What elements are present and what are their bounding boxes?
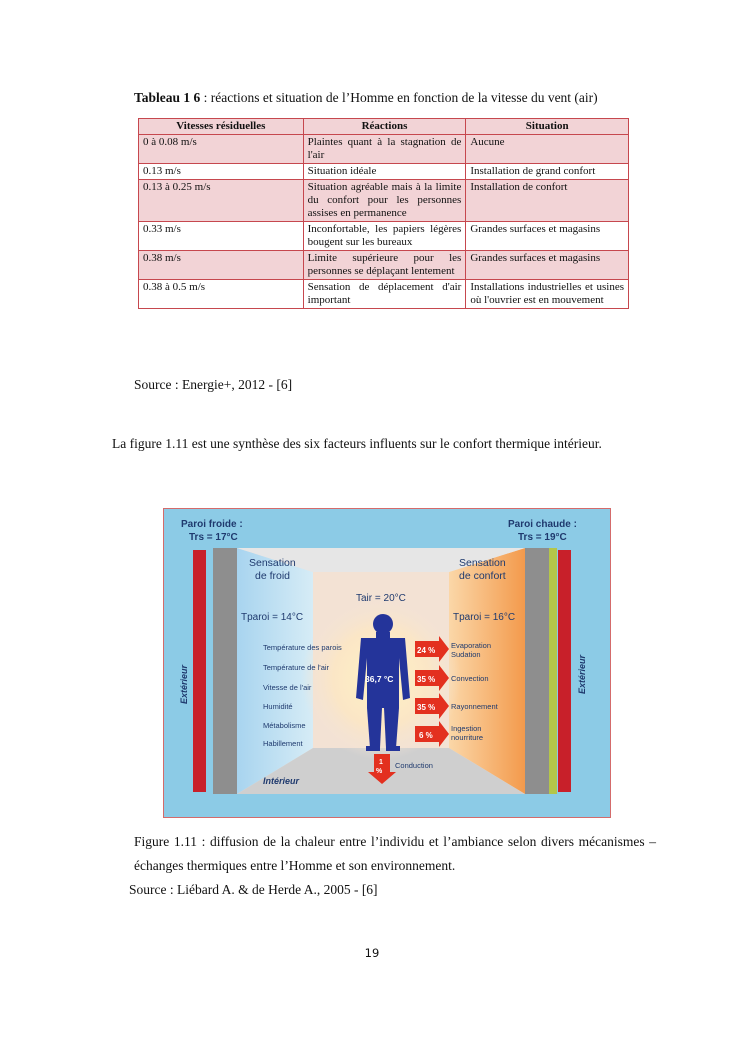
cell-situation: Aucune [466,135,629,164]
cell-speed: 0.13 m/s [139,164,304,180]
evaporation-percent: 24 % [417,646,436,655]
ingestion-label: Ingestion [451,724,482,733]
thermal-diagram [163,508,611,818]
wind-speed-table [138,118,629,309]
food-label: nourriture [451,733,484,742]
figure-source: Source : Liébard A. & de Herde A., 2005 - [6] [129,882,378,897]
exterior-label-left: Extérieur [179,664,189,704]
exterior-label-right: Extérieur [577,654,587,694]
sensation-cold-line2: de froid [255,570,291,582]
header-situation: Situation [466,119,629,135]
cell-reaction: Limite supérieure pour les personnes se déplaçant lentement [303,251,466,280]
header-speed: Vitesses résiduelles [139,119,304,135]
cell-reaction: Situation idéale [303,164,466,180]
cell-situation: Grandes surfaces et magasins [466,251,629,280]
radiation-percent: 35 % [417,703,436,712]
cell-situation: Grandes surfaces et magasins [466,222,629,251]
right-wall-temperature: Tparoi = 16°C [453,612,516,623]
body-temperature: 36,7 °C [365,674,394,684]
cell-speed: 0.33 m/s [139,222,304,251]
right-insulation [549,548,557,794]
left-grey-wall [213,548,237,794]
table-caption-text: : réactions et situation de l’Homme en fonction de la vitesse du vent (air) [200,90,598,105]
evaporation-label: Evaporation [451,641,492,650]
left-wall-temperature: Tparoi = 14°C [241,612,304,623]
cell-situation: Installations industrielles et usines où l'ouvrier est en mouvement [466,280,629,309]
ingestion-percent: 6 % [419,731,433,740]
sensation-cold-line1: Sensation [249,557,296,569]
hot-wall-title: Paroi chaude : [508,519,577,530]
hot-wall-temp: Trs = 19°C [518,532,567,543]
table-row [139,280,629,309]
radiation-label: Rayonnement [451,702,498,711]
cell-reaction: Situation agréable mais à la limite du confort pour les personnes assises en permanence [303,180,466,222]
cell-situation: Installation de grand confort [466,164,629,180]
cold-wall-temp: Trs = 17°C [189,532,238,543]
thermal-exchange-figure [163,508,611,818]
table-row [139,222,629,251]
conduction-percent-number: 1 [379,759,383,766]
table-row [139,251,629,280]
conduction-label: Conduction [395,761,433,770]
table-row [139,180,629,222]
sudation-label: Sudation [451,650,481,659]
factor-air-speed: Vitesse de l'air [263,683,312,692]
right-red-wall [558,550,571,792]
factor-wall-temp: Température des parois [263,643,342,652]
left-red-wall [193,550,206,792]
cell-speed: 0.13 à 0.25 m/s [139,180,304,222]
figure-caption: Figure 1.11 : diffusion de la chaleur entre l’individu et l’ambiance selon divers mécanismes – échanges thermiques entre l’Homme et son environnement. [134,834,656,873]
convection-percent: 35 % [417,675,436,684]
table-caption [134,90,598,106]
right-grey-wall [525,548,549,794]
sensation-comfort-line1: Sensation [459,557,506,569]
cell-situation: Installation de confort [466,180,629,222]
cell-reaction: Plaintes quant à la stagnation de l'air [303,135,466,164]
body-paragraph: La figure 1.11 est une synthèse des six facteurs influents sur le confort thermique intérieur. [112,436,602,451]
factor-air-temp: Température de l'air [263,663,330,672]
cell-speed: 0.38 m/s [139,251,304,280]
table-header-row [139,119,629,135]
factor-humidity: Humidité [263,702,293,711]
factor-metabolism: Métabolisme [263,721,306,730]
cold-wall-title: Paroi froide : [181,519,243,530]
interior-label: Intérieur [263,776,300,786]
air-temperature: Tair = 20°C [356,593,406,604]
conduction-percent-sign: % [376,768,383,775]
cell-reaction: Inconfortable, les papiers légères bougent sur les bureaux [303,222,466,251]
cell-speed: 0.38 à 0.5 m/s [139,280,304,309]
table-row [139,135,629,164]
header-reactions: Réactions [303,119,466,135]
table-row [139,164,629,180]
factor-clothing: Habillement [263,739,303,748]
cell-speed: 0 à 0.08 m/s [139,135,304,164]
convection-label: Convection [451,674,489,683]
table-caption-number: Tableau 1 6 [134,90,201,105]
sensation-comfort-line2: de confort [459,570,506,582]
table-source: Source : Energie+, 2012 - [6] [134,377,293,392]
page-number: 19 [364,946,380,960]
cell-reaction: Sensation de déplacement d'air important [303,280,466,309]
